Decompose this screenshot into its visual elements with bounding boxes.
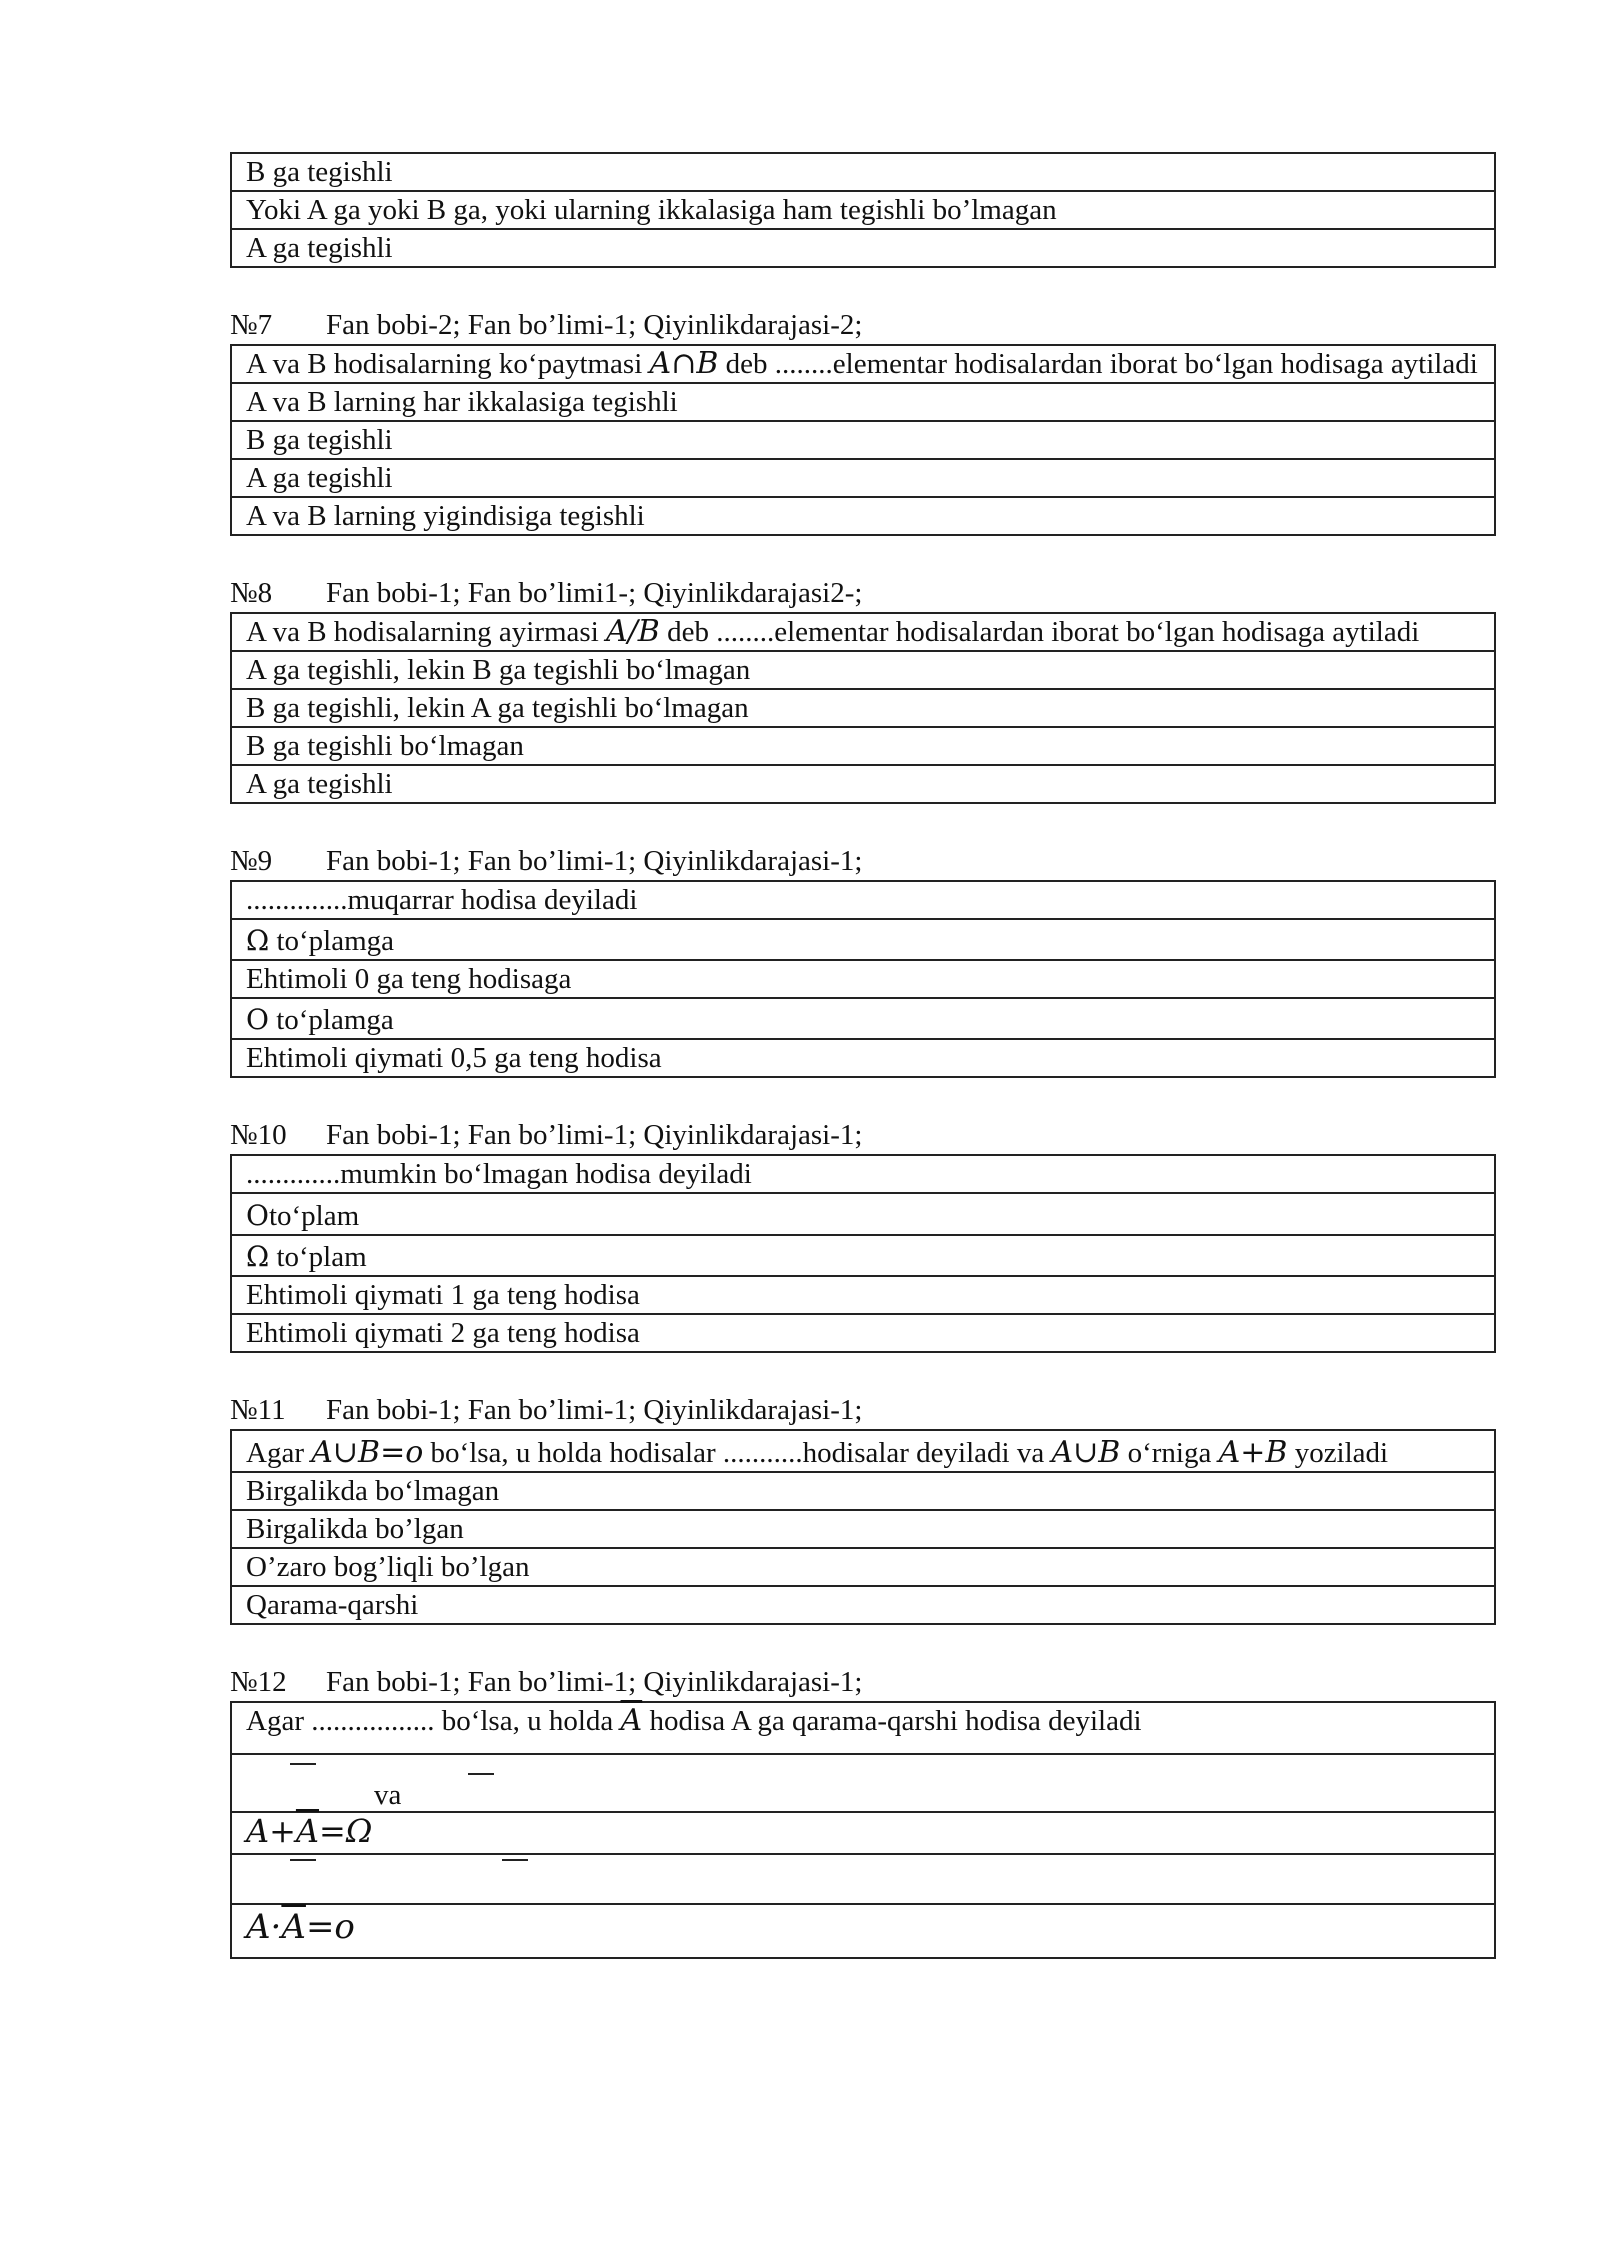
answer-option bbox=[231, 1812, 1495, 1854]
math-formula: A∪B=o bbox=[311, 1435, 424, 1470]
math-formula: $A+\overline{A}=\Omega$ bbox=[246, 1812, 373, 1850]
empty-set-symbol: O bbox=[246, 1199, 269, 1232]
question-meta: Fan bobi-1; Fan bo’limi-1; Qiyinlikdarajasi-1; bbox=[326, 1394, 863, 1426]
question-meta: Fan bobi-1; Fan bo’limi-1; Qiyinlikdarajasi-1; bbox=[326, 845, 863, 877]
answer-option: A va B larning har ikkalasiga tegishli bbox=[231, 383, 1495, 421]
answer-option bbox=[231, 1904, 1495, 1958]
omega-symbol: Ω bbox=[246, 924, 270, 957]
question-text: A va B hodisalarning ayirmasi A/B deb ........elementar hodisalardan iborat bo‘lgan hodisaga aytiladi bbox=[231, 613, 1495, 651]
question-number: №10 bbox=[230, 1119, 287, 1151]
question-header bbox=[230, 842, 1496, 880]
math-formula: A/B bbox=[606, 614, 660, 649]
question-meta: Fan bobi-1; Fan bo’limi-1; Qiyinlikdarajasi-1; bbox=[326, 1119, 863, 1151]
question-table bbox=[230, 344, 1496, 536]
answer-option: A ga tegishli bbox=[231, 229, 1495, 267]
answer-option: O to‘plamga bbox=[231, 998, 1495, 1039]
question-header bbox=[230, 1663, 1496, 1701]
math-formula: A∩B bbox=[649, 346, 719, 381]
question-text: Agar A∪B=o bo‘lsa, u holda hodisalar ...........hodisalar deyiladi va A∪B o‘rniga A+B yoziladi bbox=[231, 1430, 1495, 1472]
question-text: A va B hodisalarning ko‘paytmasi A∩B deb ........elementar hodisalardan iborat bo‘lgan hodisaga aytiladi bbox=[231, 345, 1495, 383]
answer-option: B ga tegishli bbox=[231, 153, 1495, 191]
question-meta: Fan bobi-2; Fan bo’limi-1; Qiyinlikdarajasi-2; bbox=[326, 309, 863, 341]
question-text: .............mumkin bo‘lmagan hodisa deyiladi bbox=[231, 1155, 1495, 1193]
overline-mark bbox=[290, 1763, 316, 1765]
answer-option: Ehtimoli 0 ga teng hodisaga bbox=[231, 960, 1495, 998]
answer-option: Birgalikda bo‘lmagan bbox=[231, 1472, 1495, 1510]
answer-option: A va B larning yigindisiga tegishli bbox=[231, 497, 1495, 535]
question-number: №9 bbox=[230, 845, 273, 877]
answer-option: Yoki A ga yoki B ga, yoki ularning ikkalasiga ham tegishli bo’lmagan bbox=[231, 191, 1495, 229]
answer-option: Ehtimoli qiymati 0,5 ga teng hodisa bbox=[231, 1039, 1495, 1077]
a-bar-symbol: $\overline{A}$ bbox=[620, 1703, 643, 1738]
answer-option: va bbox=[231, 1754, 1495, 1812]
question-header bbox=[230, 1116, 1496, 1154]
math-formula: $A\cdot\overline{A}=o$ bbox=[246, 1907, 355, 1947]
question-6-options-table bbox=[230, 152, 1496, 268]
empty-set-symbol: O bbox=[246, 1003, 269, 1036]
answer-option: A ga tegishli, lekin B ga tegishli bo‘lmagan bbox=[231, 651, 1495, 689]
document-page bbox=[230, 152, 1496, 1959]
overline-mark bbox=[468, 1773, 494, 1775]
answer-option: B ga tegishli bo‘lmagan bbox=[231, 727, 1495, 765]
question-table bbox=[230, 1154, 1496, 1353]
answer-option: A ga tegishli bbox=[231, 459, 1495, 497]
math-formula: A∪B bbox=[1051, 1435, 1121, 1470]
question-number: №8 bbox=[230, 577, 273, 609]
answer-option bbox=[231, 1854, 1495, 1904]
math-formula: A+B bbox=[1218, 1435, 1288, 1470]
answer-option: Ehtimoli qiymati 2 ga teng hodisa bbox=[231, 1314, 1495, 1352]
question-header bbox=[230, 306, 1496, 344]
answer-option: Ehtimoli qiymati 1 ga teng hodisa bbox=[231, 1276, 1495, 1314]
answer-option: O’zaro bog’liqli bo’lgan bbox=[231, 1548, 1495, 1586]
omega-symbol: Ω bbox=[246, 1240, 270, 1273]
question-header bbox=[230, 574, 1496, 612]
question-text: ..............muqarrar hodisa deyiladi bbox=[231, 881, 1495, 919]
answer-option: Ω to‘plamga bbox=[231, 919, 1495, 960]
question-table bbox=[230, 1429, 1496, 1625]
question-text: Agar ................. bo‘lsa, u holda $\overline{A}$ hodisa A ga qarama-qarshi hodisa deyiladi bbox=[231, 1702, 1495, 1754]
question-meta: Fan bobi-1; Fan bo’limi-1; Qiyinlikdarajasi-1; bbox=[326, 1666, 863, 1698]
overline-mark bbox=[290, 1859, 316, 1861]
question-number: №7 bbox=[230, 309, 273, 341]
answer-option: B ga tegishli, lekin A ga tegishli bo‘lmagan bbox=[231, 689, 1495, 727]
question-meta: Fan bobi-1; Fan bo’limi1-; Qiyinlikdarajasi2-; bbox=[326, 577, 863, 609]
overline-mark bbox=[502, 1859, 528, 1861]
answer-option: Oto‘plam bbox=[231, 1193, 1495, 1235]
answer-option: B ga tegishli bbox=[231, 421, 1495, 459]
answer-option: A ga tegishli bbox=[231, 765, 1495, 803]
answer-option: Ω to‘plam bbox=[231, 1235, 1495, 1276]
question-table bbox=[230, 880, 1496, 1078]
question-header bbox=[230, 1391, 1496, 1429]
question-number: №12 bbox=[230, 1666, 287, 1698]
question-table bbox=[230, 612, 1496, 804]
answer-option: Qarama-qarshi bbox=[231, 1586, 1495, 1624]
question-table bbox=[230, 1701, 1496, 1959]
question-number: №11 bbox=[230, 1394, 286, 1426]
answer-option: Birgalikda bo’lgan bbox=[231, 1510, 1495, 1548]
